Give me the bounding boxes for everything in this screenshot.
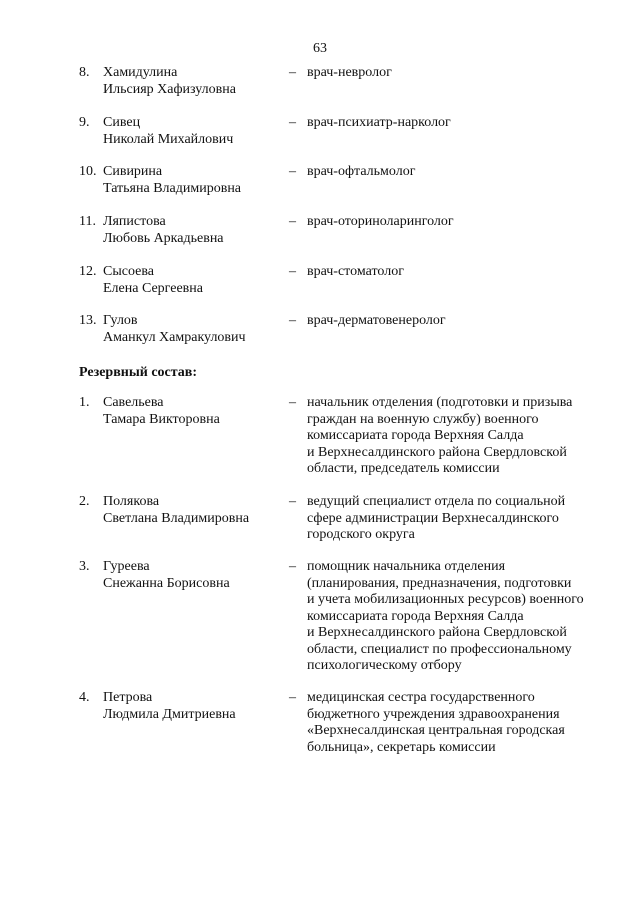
member-role <box>307 313 607 330</box>
role-line: больница», секретарь комиссии <box>307 739 496 755</box>
member-role <box>307 690 607 756</box>
dash: – <box>289 214 296 229</box>
role-line: комиссариата города Верхняя Салда <box>307 608 524 624</box>
role-line: (планирования, предназначения, подготовки <box>307 575 572 591</box>
role-line: медицинская сестра государственного <box>307 690 535 705</box>
given-names: Снежанна Борисовна <box>103 575 230 591</box>
member-name <box>103 494 278 527</box>
surname: Савельева <box>103 395 164 410</box>
given-names: Елена Сергеевна <box>103 280 203 296</box>
dash: – <box>289 65 296 80</box>
member-name <box>103 264 278 297</box>
member-name <box>103 164 278 197</box>
dash: – <box>289 264 296 279</box>
role-line: комиссариата города Верхняя Салда <box>307 428 524 443</box>
surname: Гулов <box>103 313 138 328</box>
surname: Сивирина <box>103 164 163 179</box>
surname: Сивец <box>103 115 141 130</box>
dash: – <box>289 164 296 179</box>
entry-number: 13. <box>79 313 97 328</box>
role-line: врач-невролог <box>307 65 392 80</box>
member-role <box>307 559 607 675</box>
role-line: бюджетного учреждения здравоохранения <box>307 706 560 722</box>
surname: Полякова <box>103 494 160 509</box>
surname: Петрова <box>103 690 153 705</box>
dash: – <box>289 494 296 509</box>
entry-number: 10. <box>79 164 97 179</box>
role-line: области, председатель комиссии <box>307 461 500 476</box>
surname: Хамидулина <box>103 65 178 80</box>
member-role <box>307 214 607 231</box>
entry-number: 4. <box>79 690 90 705</box>
role-line: врач-дерматовенеролог <box>307 313 446 328</box>
member-role <box>307 264 607 281</box>
role-line: городского округа <box>307 527 415 542</box>
role-line: психологическому отбору <box>307 658 462 673</box>
role-line: врач-стоматолог <box>307 264 404 279</box>
member-name <box>103 690 278 723</box>
member-role <box>307 115 607 132</box>
given-names: Ильсияр Хафизуловна <box>103 81 236 97</box>
role-line: и учета мобилизационных ресурсов) военного <box>307 592 584 607</box>
member-role <box>307 164 607 181</box>
role-line: врач-офтальмолог <box>307 164 416 179</box>
role-line: сфере администрации Верхнесалдинского <box>307 510 559 526</box>
entry-number: 12. <box>79 264 97 279</box>
entry-number: 3. <box>79 559 90 574</box>
member-role <box>307 395 607 478</box>
role-line: начальник отделения (подготовки и призыва <box>307 395 573 410</box>
role-line: «Верхнесалдинская центральная городская <box>307 723 565 738</box>
entry-number: 9. <box>79 115 90 130</box>
surname: Ляпистова <box>103 214 166 229</box>
member-role <box>307 65 607 82</box>
member-name <box>103 65 278 98</box>
member-name <box>103 313 278 346</box>
member-name <box>103 395 278 428</box>
member-name <box>103 559 278 592</box>
given-names: Татьяна Владимировна <box>103 180 242 196</box>
given-names: Любовь Аркадьевна <box>103 230 224 246</box>
given-names: Светлана Владимировна <box>103 510 250 526</box>
given-names: Людмила Дмитриевна <box>103 706 236 722</box>
page-number: 63 <box>313 41 327 56</box>
role-line: и Верхнесалдинского района Свердловской <box>307 625 567 640</box>
entry-number: 2. <box>79 494 90 509</box>
role-line: граждан на военную службу) военного <box>307 411 539 427</box>
entry-number: 8. <box>79 65 90 80</box>
role-line: области, специалист по профессиональному <box>307 641 572 657</box>
member-role <box>307 494 607 544</box>
member-name <box>103 214 278 247</box>
dash: – <box>289 313 296 328</box>
dash: – <box>289 559 296 574</box>
given-names: Тамара Викторовна <box>103 411 220 427</box>
entry-number: 11. <box>79 214 96 229</box>
role-line: врач-психиатр-нарколог <box>307 115 451 130</box>
surname: Сысоева <box>103 264 154 279</box>
surname: Гуреева <box>103 559 150 574</box>
dash: – <box>289 115 296 130</box>
reserve-heading: Резервный состав: <box>79 365 198 380</box>
role-line: врач-оториноларинголог <box>307 214 454 229</box>
role-line: и Верхнесалдинского района Свердловской <box>307 444 567 460</box>
given-names: Аманкул Хамракулович <box>103 329 246 345</box>
dash: – <box>289 690 296 705</box>
role-line: ведущий специалист отдела по социальной <box>307 494 566 509</box>
dash: – <box>289 395 296 410</box>
member-name <box>103 115 278 148</box>
entry-number: 1. <box>79 395 90 410</box>
given-names: Николай Михайлович <box>103 131 234 147</box>
role-line: помощник начальника отделения <box>307 559 506 574</box>
